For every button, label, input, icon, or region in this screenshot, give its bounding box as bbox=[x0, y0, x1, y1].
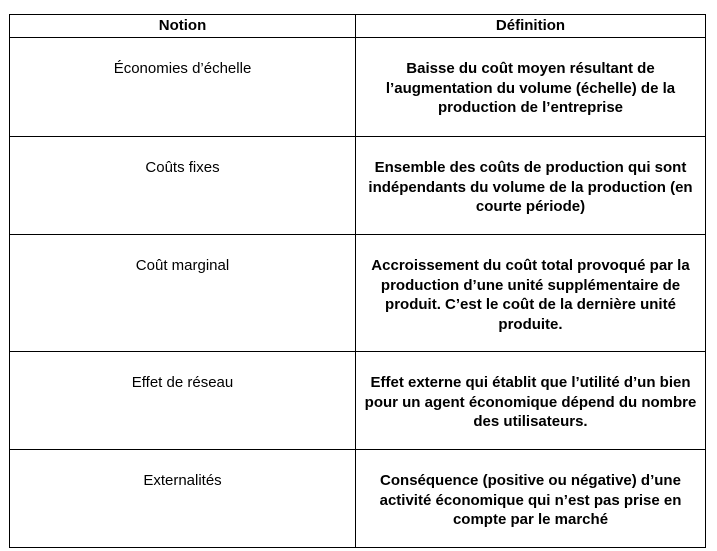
definition-cell: Ensemble des coûts de production qui sont indépendants du volume de la production (en courte période) bbox=[356, 137, 706, 235]
table-row bbox=[10, 38, 706, 137]
definition-cell: Baisse du coût moyen résultant de l’augmentation du volume (échelle) de la production de l’entreprise bbox=[356, 38, 706, 137]
notion-cell: Économies d’échelle bbox=[10, 38, 356, 137]
definition-cell: Conséquence (positive ou négative) d’une activité économique qui n’est pas prise en compte par le marché bbox=[356, 450, 706, 548]
header-definition: Définition bbox=[356, 15, 706, 38]
header-row bbox=[10, 15, 706, 38]
table-row bbox=[10, 235, 706, 352]
definition-cell: Accroissement du coût total provoqué par la production d’une unité supplémentaire de produit. C’est le coût de la dernière unité produite. bbox=[356, 235, 706, 352]
notion-cell: Externalités bbox=[10, 450, 356, 548]
notion-cell: Coût marginal bbox=[10, 235, 356, 352]
table-row bbox=[10, 352, 706, 450]
table-row bbox=[10, 450, 706, 548]
notion-cell: Effet de réseau bbox=[10, 352, 356, 450]
notion-cell: Coûts fixes bbox=[10, 137, 356, 235]
table-row bbox=[10, 137, 706, 235]
header-notion: Notion bbox=[10, 15, 356, 38]
glossary-table bbox=[9, 14, 706, 548]
definition-cell: Effet externe qui établit que l’utilité d’un bien pour un agent économique dépend du nombre des utilisateurs. bbox=[356, 352, 706, 450]
